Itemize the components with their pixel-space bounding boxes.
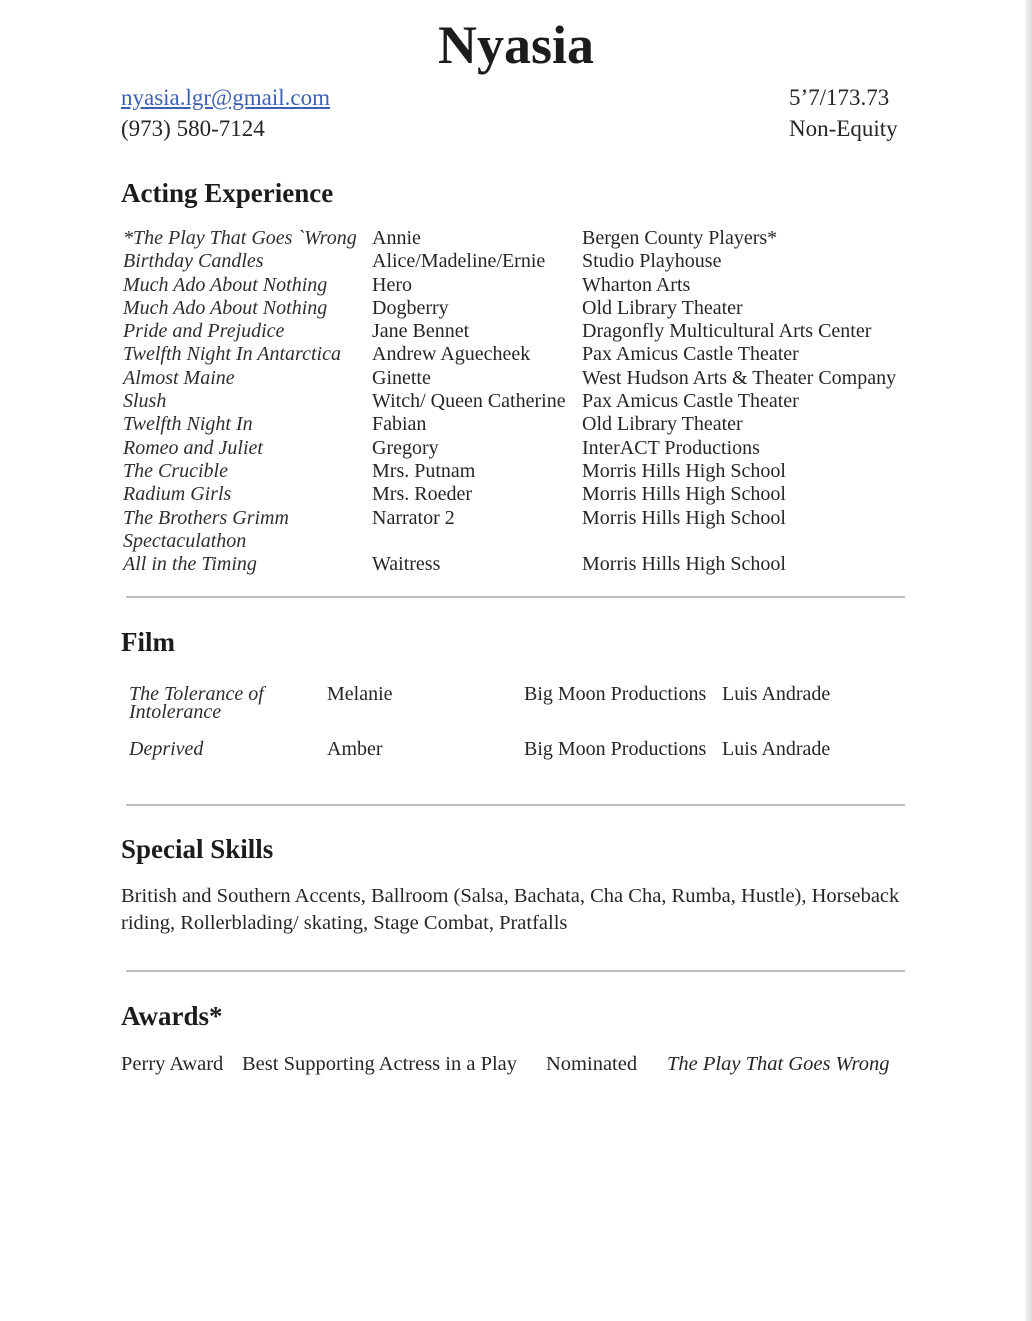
company: Wharton Arts — [582, 273, 691, 296]
contact-block — [121, 82, 330, 144]
show-title: Almost Maine — [123, 366, 235, 389]
role: Narrator 2 — [372, 506, 455, 529]
role: Melanie — [327, 683, 393, 705]
height-weight: 5’7/173.73 — [789, 85, 890, 110]
phone-number: (973) 580-7124 — [121, 116, 265, 141]
company: Old Library Theater — [582, 413, 743, 436]
table-row — [123, 227, 923, 250]
director: Luis Andrade — [722, 683, 831, 705]
role: Waitress — [372, 553, 441, 576]
company: Bergen County Players* — [582, 227, 778, 249]
role: Witch/ Queen Catherine — [372, 390, 566, 413]
show-title: Twelfth Night In Antarctica — [123, 343, 341, 366]
film-title: The Tolerance of Intolerance — [129, 683, 264, 723]
skills-section-title: Special Skills — [121, 834, 274, 864]
company: West Hudson Arts & Theater Company — [582, 366, 897, 389]
table-row — [123, 390, 923, 413]
role: Fabian — [372, 413, 427, 436]
table-row — [123, 297, 923, 320]
award-category: Best Supporting Actress in a Play — [242, 1053, 518, 1075]
company: Morris Hills High School — [582, 483, 786, 506]
stats-block — [789, 82, 898, 144]
role: Annie — [372, 227, 421, 249]
company: Old Library Theater — [582, 296, 743, 319]
role: Hero — [372, 273, 412, 296]
role: Mrs. Putnam — [372, 459, 476, 482]
table-row — [123, 460, 923, 483]
show-title: Much Ado About Nothing — [123, 273, 328, 296]
role: Ginette — [372, 366, 431, 389]
company: Morris Hills High School — [582, 553, 786, 576]
company: Dragonfly Multicultural Arts Center — [582, 320, 872, 343]
acting-table — [123, 227, 923, 576]
role: Amber — [327, 738, 383, 760]
show-title: Romeo and Juliet — [123, 436, 263, 459]
table-row — [129, 740, 909, 758]
show-title: The Crucible — [123, 459, 228, 482]
section-divider — [126, 804, 905, 806]
role: Andrew Aguecheek — [372, 343, 531, 366]
table-row — [123, 413, 923, 436]
table-row — [123, 553, 923, 576]
company: Morris Hills High School — [582, 506, 786, 529]
resume-name: Nyasia — [437, 15, 594, 75]
company: Studio Playhouse — [582, 250, 722, 273]
union-status: Non-Equity — [789, 116, 898, 141]
page-edge-shadow — [1025, 0, 1032, 1321]
table-row — [123, 250, 923, 273]
company: Pax Amicus Castle Theater — [582, 343, 799, 366]
company: Big Moon Productions — [524, 683, 707, 705]
show-title: Birthday Candles — [123, 250, 264, 273]
role: Alice/Madeline/Ernie — [372, 250, 546, 273]
film-title: Deprived — [129, 738, 204, 760]
company: Pax Amicus Castle Theater — [582, 390, 799, 413]
film-section-title: Film — [121, 627, 175, 657]
show-title: *The Play That Goes `Wrong — [123, 227, 357, 249]
company: Morris Hills High School — [582, 459, 786, 482]
role: Dogberry — [372, 296, 449, 319]
table-row — [123, 507, 923, 554]
show-title: The Brothers Grimm Spectaculathon — [123, 506, 289, 552]
acting-section-title: Acting Experience — [121, 178, 334, 208]
table-row — [129, 685, 909, 721]
section-divider — [126, 596, 905, 598]
table-row — [123, 320, 923, 343]
table-row — [123, 343, 923, 366]
role: Gregory — [372, 436, 439, 459]
show-title: Slush — [123, 390, 167, 413]
table-row — [123, 367, 923, 390]
show-title: Pride and Prejudice — [123, 320, 285, 343]
award-status: Nominated — [546, 1053, 638, 1075]
award-name: Perry Award — [121, 1053, 224, 1075]
table-row — [123, 437, 923, 460]
company: InterACT Productions — [582, 436, 760, 459]
award-show: The Play That Goes Wrong — [667, 1053, 890, 1075]
role: Mrs. Roeder — [372, 483, 472, 506]
company: Big Moon Productions — [524, 738, 707, 760]
table-row — [123, 483, 923, 506]
show-title: Much Ado About Nothing — [123, 296, 328, 319]
show-title: Twelfth Night In — [123, 413, 253, 436]
film-table — [129, 685, 909, 777]
show-title: Radium Girls — [123, 483, 232, 506]
email-link[interactable]: nyasia.lgr@gmail.com — [121, 85, 330, 110]
director: Luis Andrade — [722, 738, 831, 760]
show-title: All in the Timing — [123, 553, 257, 576]
role: Jane Bennet — [372, 320, 470, 343]
table-row — [123, 274, 923, 297]
skills-text: British and Southern Accents, Ballroom (Salsa, Bachata, Cha Cha, Rumba, Hustle), Horseback riding, Rollerblading/ skating, Stage Combat, Pratfalls — [121, 885, 900, 934]
section-divider — [126, 970, 905, 972]
awards-section-title: Awards* — [121, 1001, 223, 1031]
